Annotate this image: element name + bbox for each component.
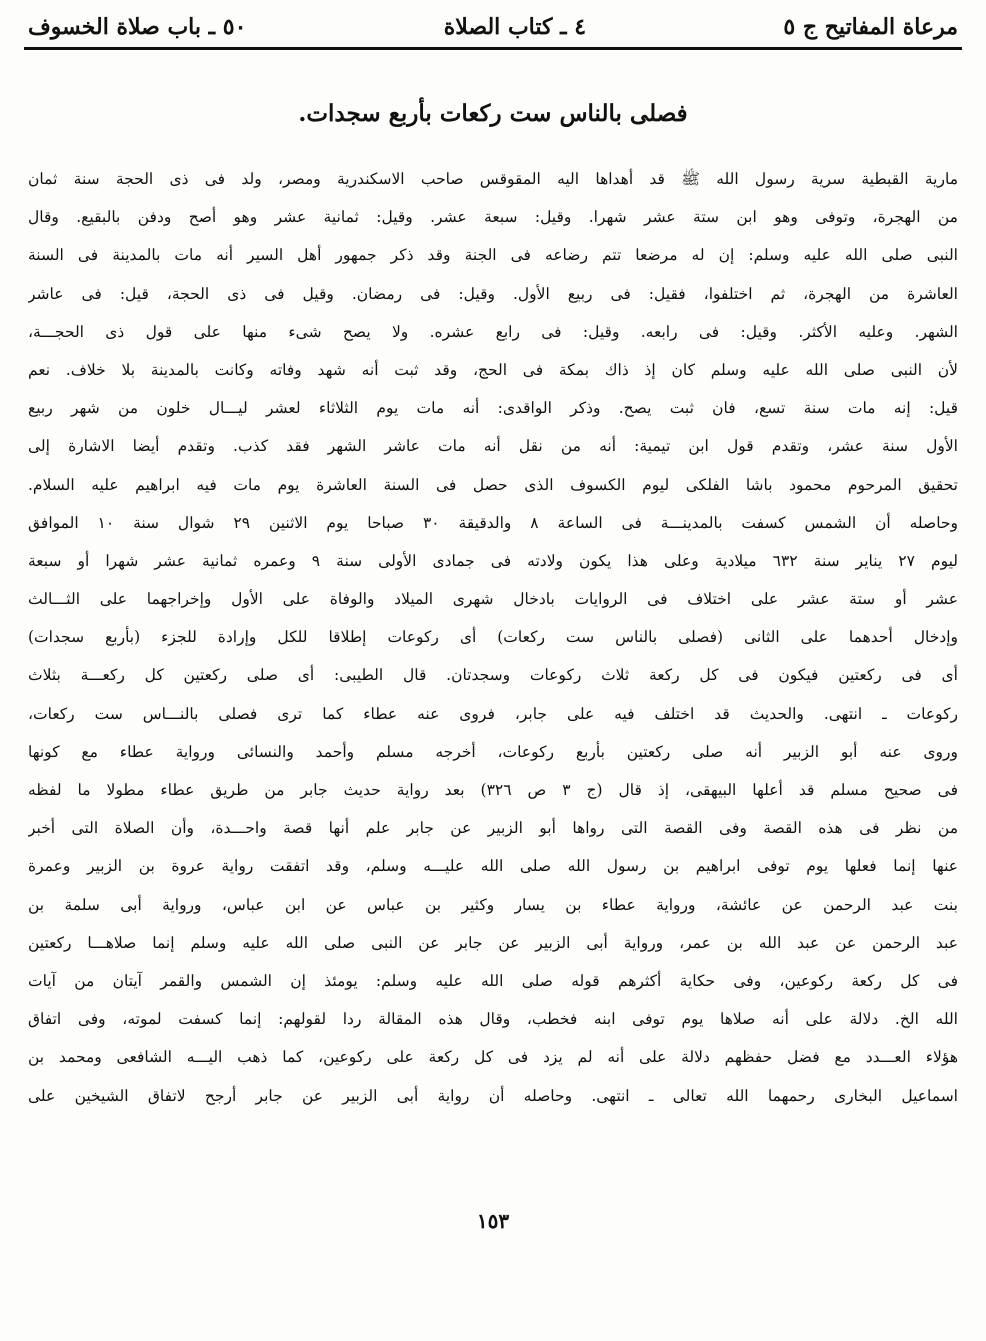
text-line: من نظر فى هذه القصة وفى القصة التى رواها أبو الزبير عن جابر علم أنها قصة واحـــدة، وأن الصلاة التى أخبر [28, 819, 958, 838]
body-text [28, 160, 958, 1115]
header-divider [24, 47, 962, 50]
text-line: الله الخ. دلالة على أنه صلاها يوم توفى ابنه فخطب، وقال هذه المقالة ردا لقولهم: إنما كسفت لموته، وفى اتفاق [28, 1010, 958, 1029]
header-chapter: ٤ ـ كتاب الصلاة [443, 14, 587, 40]
text-line: فى كل ركعة ركوعين، وفى حكاية أكثرهم قوله صلى الله عليه وسلم: يومئذ إن الشمس والقمر آيتان من آيات [28, 971, 958, 990]
text-line: أى فى ركعتين فيكون فى كل ركعة ثلاث ركوعات وسجدتان. قال الطيبى: أى صلى ركعتين كل ركعـــة بثلاث [28, 666, 958, 685]
text-line: الأول سنة عشر، وتقدم قول ابن تيمية: أنه من نقل أنه مات عاشر الشهر فقد كذب. وتقدم أيضا الاشارة إلى [28, 437, 958, 456]
text-line: العاشرة من الهجرة، ثم اختلفوا، فقيل: فى ربيع الأول. وقيل: فى رمضان. وقيل فى ذى الحجة، قيل: فى عاشر [28, 284, 958, 303]
header-section: ٥٠ ـ باب صلاة الخسوف [28, 14, 247, 40]
text-line: فى صحيح مسلم قد أعلها البيهقى، إذ قال (ج ٣ ص ٣٢٦) بعد رواية حديث جابر من طريق عطاء مطولا ما لفظه [28, 781, 958, 799]
text-line: عبد الرحمن عن عبد الله بن عمر، ورواية أبى الزبير عن جابر عن النبى صلى الله عليه وسلم إنما صلاهـــا ركعتين [28, 933, 958, 952]
text-line: تحقيق المرحوم محمود باشا الفلكى ليوم الكسوف الذى حصل فى السنة العاشرة يوم مات فيه ابراهيم عليه السلام. [28, 475, 958, 494]
text-line: وحاصله أن الشمس كسفت بالمدينـــة فى الساعة ٨ والدقيقة ٣٠ صباحا يوم الاثنين ٢٩ شوال سنة ١٠ الموافق [28, 513, 958, 532]
text-line: وإدخال أحدهما على الثانى (فصلى بالناس ست ركعات) أى ركوعات إطلاقا للكل وإرادة للجزء (بأربع سجدات) [28, 628, 958, 647]
text-line: قيل: إنه مات سنة تسع، فان ثبت يصح. وذكر الواقدى: أنه مات يوم الثلاثاء لعشر ليـــال خلون من شهر ربيع [28, 399, 958, 418]
text-line: النبى صلى الله عليه وسلم: إن له مرضعا تتم رضاعه فى الجنة وقد ذكر جمهور أهل السير أنه مات بالمدينة فى السنة [28, 246, 958, 265]
text-line: وروى عنه أبو الزبير أنه صلى ركعتين بأربع ركوعات، أخرجه مسلم وأحمد والنسائى ورواية عطاء مع كونها [28, 742, 958, 761]
text-line: عنها إنما فعلها يوم توفى ابراهيم بن رسول الله صلى الله عليـــه وسلم، وقد اتفقت رواية عروة بن الزبير وعمرة [28, 857, 958, 876]
page-number: ١٥٣ [476, 1209, 510, 1233]
text-line: من الهجرة، وتوفى وهو ابن ستة عشر شهرا. وقيل: سبعة عشر. وقيل: ثمانية عشر وهو أصح ودفن بالبقيع. وقال [28, 208, 958, 227]
running-header [28, 10, 958, 44]
text-line: مارية القبطية سرية رسول الله ﷺ قد أهداها اليه المقوقس صاحب الاسكندرية ومصر، ولد فى ذى الحجة سنة ثمان [28, 170, 958, 188]
text-line: لأن النبى صلى الله عليه وسلم كان إذ ذاك بمكة فى الحج، وقد ثبت أنه شهد وفاته وكانت بالمدينة بلا خلاف. نعم [28, 360, 958, 379]
text-line: اسماعيل البخارى رحمهما الله تعالى ـ انتهى. وحاصله أن رواية أبى الزبير عن جابر أرجح لاتفاق الشيخين على [28, 1086, 958, 1105]
text-line: الشهر. وعليه الأكثر. وقيل: فى رابعه. وقيل: فى رابع عشره. ولا يصح شىء منها على قول ذى الحجـــة، [28, 322, 958, 341]
text-line: بنت عبد الرحمن عن عائشة، ورواية عطاء بن يسار وكثير بن عباس عن ابن عباس، ورواية أبى سلمة بن [28, 895, 958, 914]
text-line: عشر أو ستة عشر على اختلاف فى الروايات بادخال شهرى الميلاد والوفاة على الأول وإخراجهما على الثـــالث [28, 590, 958, 609]
section-heading: فصلى بالناس ست ركعات بأربع سجدات. [298, 100, 688, 127]
header-book-title: مرعاة المفاتيح ج ٥ [783, 14, 958, 40]
text-line: ركوعات ـ انتهى. والحديث قد اختلف فيه على جابر، فروى عنه عطاء كما ترى فصلى بالنـــاس ست ركعات، [28, 704, 958, 723]
text-line: ليوم ٢٧ يناير سنة ٦٣٢ ميلادية وعلى هذا يكون ولادته فى جمادى الأولى سنة ٩ وعمره ثمانية عشر شهرا أو سبعة [28, 551, 958, 570]
text-line: هؤلاء العـــدد مع فضل حفظهم دلالة على أنه لم يزد فى كل ركعة على ركوعين، كما ذهب اليـــه الشافعى ومحمد بن [28, 1048, 958, 1067]
